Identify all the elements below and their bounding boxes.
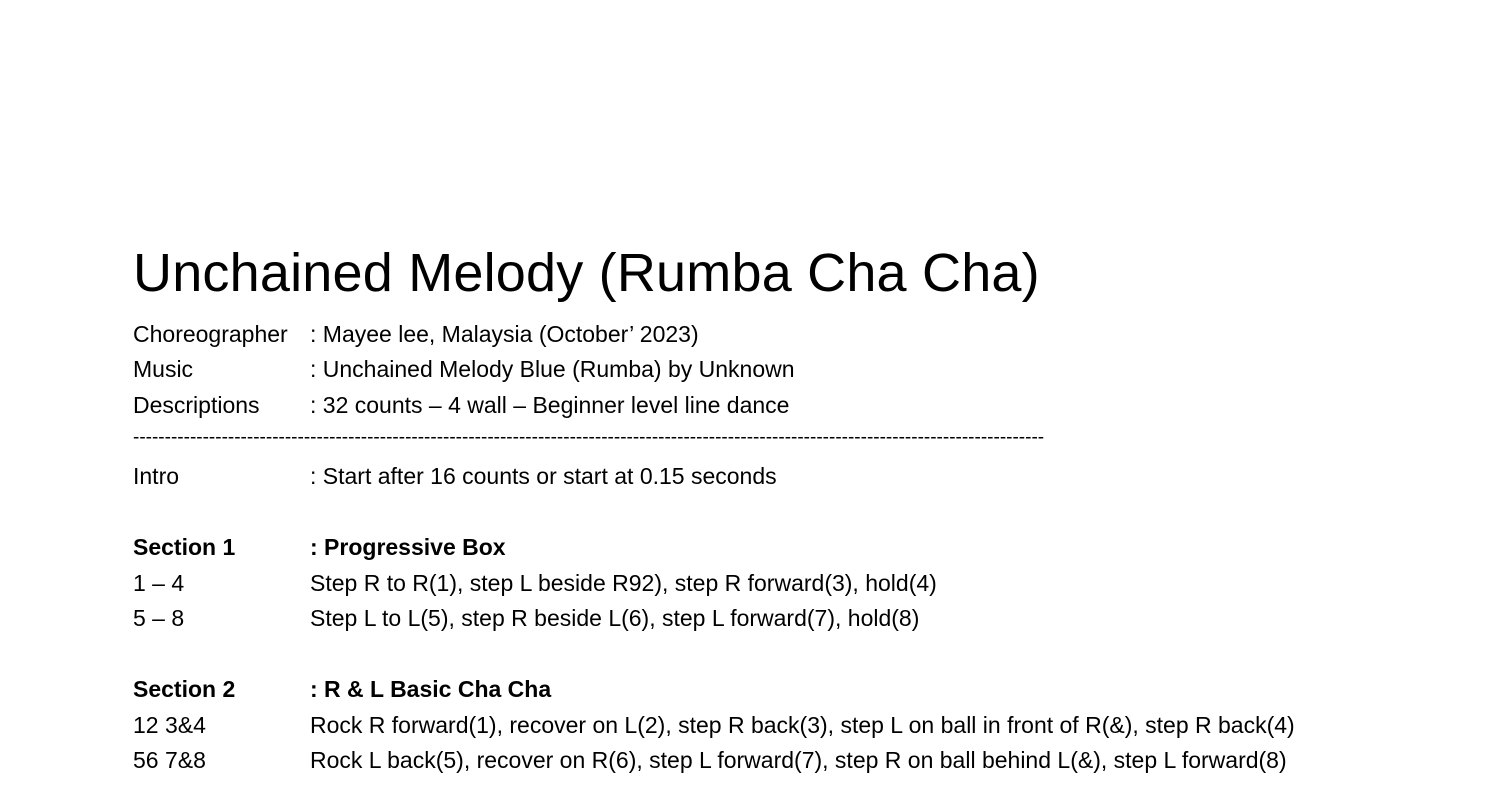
intro-value: : Start after 16 counts or start at 0.15 seconds xyxy=(310,463,777,489)
info-label: Choreographer xyxy=(133,321,288,347)
dashed-divider: ------------------------------------------------------------------------------------------------------------------------------------------------ xyxy=(133,427,1045,448)
document-title: Unchained Melody (Rumba Cha Cha) xyxy=(133,243,1040,303)
step-count: 12 3&4 xyxy=(133,712,206,738)
step-text: Rock R forward(1), recover on L(2), step R back(3), step L on ball in front of R(&), step R back(4) xyxy=(310,712,1295,738)
info-label: Music xyxy=(133,356,194,382)
section-label: Section 1 xyxy=(133,534,236,560)
section-label: Section 2 xyxy=(133,676,236,702)
step-count: 56 7&8 xyxy=(133,747,206,773)
step-text: Rock L back(5), recover on R(6), step L forward(7), step R on ball behind L(&), step L forward(8) xyxy=(310,747,1287,773)
info-label: Descriptions xyxy=(133,392,260,418)
step-text: Step L to L(5), step R beside L(6), step L forward(7), hold(8) xyxy=(310,605,920,631)
intro-label: Intro xyxy=(133,463,180,489)
step-count: 5 – 8 xyxy=(133,605,185,631)
step-text: Step R to R(1), step L beside R92), step R forward(3), hold(4) xyxy=(310,570,937,596)
step-count: 1 – 4 xyxy=(133,570,185,596)
info-value: : 32 counts – 4 wall – Beginner level line dance xyxy=(310,392,790,418)
info-value: : Mayee lee, Malaysia (October’ 2023) xyxy=(310,321,699,347)
info-value: : Unchained Melody Blue (Rumba) by Unknown xyxy=(310,356,795,382)
section-name: : R & L Basic Cha Cha xyxy=(310,676,552,702)
section-name: : Progressive Box xyxy=(310,534,506,560)
